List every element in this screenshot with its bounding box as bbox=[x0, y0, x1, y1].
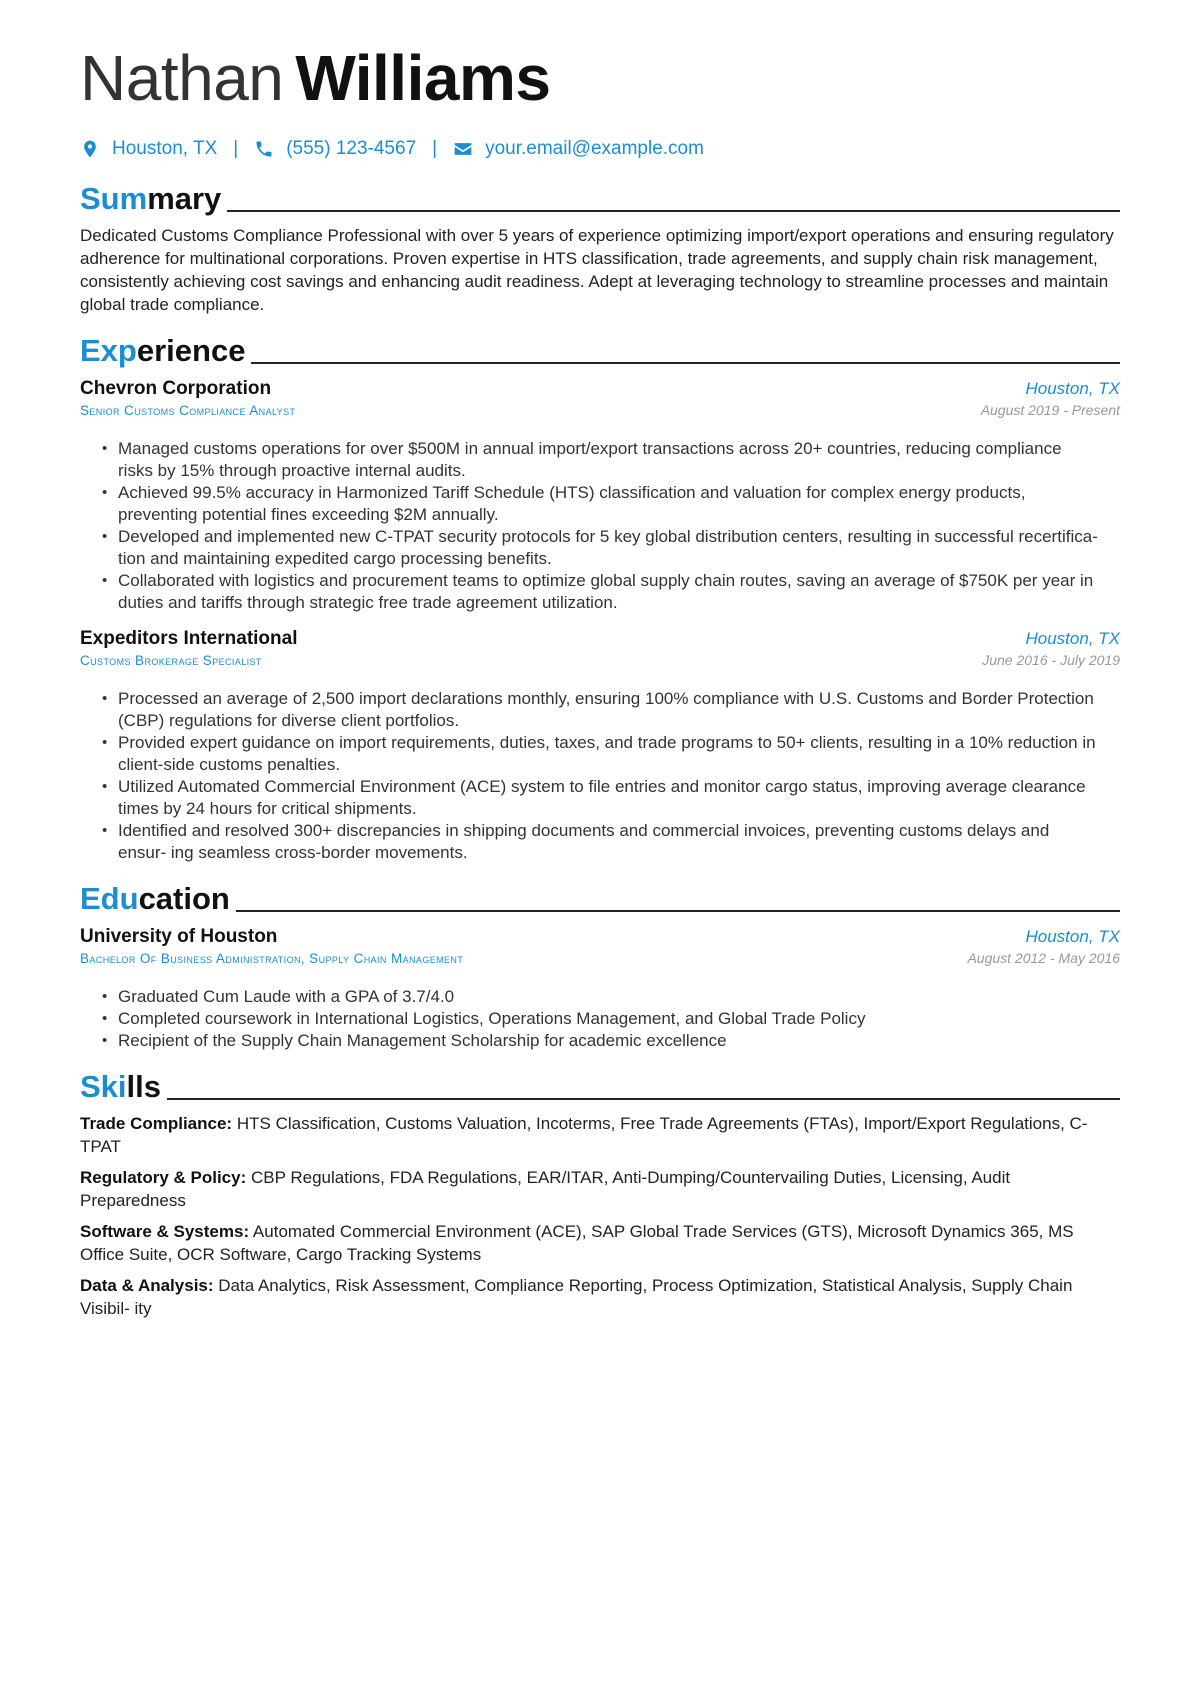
skill-category: Software & Systems: bbox=[80, 1222, 250, 1241]
heading-accent: Ski bbox=[80, 1069, 127, 1104]
heading-rest: lls bbox=[126, 1069, 161, 1104]
school-name: University of Houston bbox=[80, 926, 278, 947]
achievement-item: • Managed customs operations for over $500M in annual import/export transactions across 20+ countries, reducing compliance risks by 15% through proactive internal audits. bbox=[102, 438, 1120, 482]
contact-email[interactable] bbox=[453, 138, 704, 160]
heading-accent: Sum bbox=[80, 181, 148, 216]
achievement-item: • Identified and resolved 300+ discrepancies in shipping documents and commercial invoices, preventing customs delays and ensur- ing seamless cross-border movements. bbox=[102, 820, 1120, 864]
map-marker-icon bbox=[80, 139, 100, 159]
section-divider bbox=[167, 1098, 1120, 1100]
skill-row bbox=[80, 1112, 1120, 1158]
location-text: Houston, TX bbox=[112, 138, 218, 159]
education-item: • Recipient of the Supply Chain Management Scholarship for academic excellence bbox=[102, 1030, 1120, 1052]
employer-name: Expeditors International bbox=[80, 628, 298, 649]
resume-page bbox=[80, 40, 1120, 1320]
contact-phone[interactable] bbox=[254, 138, 416, 160]
education-details bbox=[80, 986, 1120, 1052]
candidate-name bbox=[80, 40, 1120, 116]
summary-heading bbox=[80, 174, 1120, 216]
skill-row bbox=[80, 1220, 1120, 1266]
section-divider bbox=[251, 362, 1120, 364]
entry-dates: August 2019 - Present bbox=[980, 402, 1120, 418]
heading-rest: mary bbox=[147, 181, 222, 216]
skill-category: Trade Compliance: bbox=[80, 1114, 233, 1133]
section-divider bbox=[227, 210, 1120, 212]
education-heading bbox=[80, 874, 1120, 916]
entry-location: Houston, TX bbox=[1025, 379, 1120, 398]
section-divider bbox=[236, 910, 1120, 912]
job-title: Customs Brokerage Specialist bbox=[80, 653, 262, 668]
education-item: • Completed coursework in International Logistics, Operations Management, and Global Trade Policy bbox=[102, 1008, 1120, 1030]
contact-separator: | bbox=[233, 138, 239, 159]
phone-icon bbox=[254, 139, 274, 159]
last-name: Williams bbox=[295, 42, 551, 114]
skill-row bbox=[80, 1274, 1120, 1320]
achievement-item: • Processed an average of 2,500 import declarations monthly, ensuring 100% compliance with U.S. Customs and Border Protection (CBP) regulations for diverse client portfolios. bbox=[102, 688, 1120, 732]
experience-entry bbox=[80, 628, 1120, 864]
skill-list: HTS Classification, Customs Valuation, Incoterms, Free Trade Agreements (FTAs), Import/Export Regulations, C-TPAT bbox=[80, 1114, 1088, 1156]
entry-location: Houston, TX bbox=[1025, 927, 1120, 946]
contact-bar bbox=[80, 134, 1120, 164]
heading-accent: Edu bbox=[80, 881, 139, 916]
entry-location: Houston, TX bbox=[1025, 629, 1120, 648]
experience-heading bbox=[80, 326, 1120, 368]
skill-category: Regulatory & Policy: bbox=[80, 1168, 247, 1187]
achievement-item: • Provided expert guidance on import requirements, duties, taxes, and trade programs to 50+ clients, resulting in a 10% reduction in client-side customs penalties. bbox=[102, 732, 1120, 776]
email-link[interactable]: your.email@example.com bbox=[485, 138, 704, 159]
achievement-item: • Developed and implemented new C-TPAT security protocols for 5 key global distribution centers, resulting in successful recertifica- tion and maintaining expedited cargo processing benefits. bbox=[102, 526, 1120, 570]
skill-list: CBP Regulations, FDA Regulations, EAR/ITAR, Anti-Dumping/Countervailing Duties, Licensing, Audit Preparedness bbox=[80, 1168, 1011, 1210]
achievement-item: • Collaborated with logistics and procurement teams to optimize global supply chain routes, saving an average of $750K per year in duties and tariffs through strategic free trade agreement utilization. bbox=[102, 570, 1120, 614]
experience-entry bbox=[80, 378, 1120, 614]
contact-separator: | bbox=[432, 138, 438, 159]
employer-name: Chevron Corporation bbox=[80, 378, 272, 399]
contact-location bbox=[80, 138, 217, 160]
first-name: Nathan bbox=[80, 42, 284, 114]
education-entry bbox=[80, 926, 1120, 1052]
achievement-item: • Achieved 99.5% accuracy in Harmonized Tariff Schedule (HTS) classification and valuation for complex energy products, preventing potential fines exceeding $2M annually. bbox=[102, 482, 1120, 526]
skill-list: Data Analytics, Risk Assessment, Compliance Reporting, Process Optimization, Statistical Analysis, Supply Chain Visibil- ity bbox=[80, 1276, 1073, 1318]
envelope-icon bbox=[453, 139, 473, 159]
achievement-item: • Utilized Automated Commercial Environment (ACE) system to file entries and monitor cargo status, improving average clearance times by 24 hours for critical shipments. bbox=[102, 776, 1120, 820]
entry-dates: August 2012 - May 2016 bbox=[967, 950, 1120, 966]
heading-accent: Exp bbox=[80, 333, 137, 368]
achievement-list bbox=[80, 438, 1120, 614]
skills-heading bbox=[80, 1062, 1120, 1104]
achievement-list bbox=[80, 688, 1120, 864]
heading-rest: cation bbox=[138, 881, 230, 916]
skill-row bbox=[80, 1166, 1120, 1212]
job-title: Senior Customs Compliance Analyst bbox=[80, 403, 296, 418]
summary-text: Dedicated Customs Compliance Professional with over 5 years of experience optimizing import/export operations and ensuring regulatory adherence for multinational corporations. Proven expertise in HTS classification, trade agreements, and supply chain risk management, consistently achieving cost savings and enhancing audit readiness. Adept at leveraging technology to streamline processes and maintain global trade compliance. bbox=[80, 226, 1114, 314]
entry-dates: June 2016 - July 2019 bbox=[982, 652, 1120, 668]
skill-list: Automated Commercial Environment (ACE), SAP Global Trade Services (GTS), Microsoft Dynamics 365, MS Office Suite, OCR Software, Cargo Tracking Systems bbox=[80, 1222, 1074, 1264]
education-item: • Graduated Cum Laude with a GPA of 3.7/4.0 bbox=[102, 986, 1120, 1008]
skill-category: Data & Analysis: bbox=[80, 1276, 214, 1295]
phone-text: (555) 123-4567 bbox=[286, 138, 417, 159]
degree-title: Bachelor Of Business Administration, Supply Chain Management bbox=[80, 951, 464, 966]
heading-rest: erience bbox=[136, 333, 246, 368]
